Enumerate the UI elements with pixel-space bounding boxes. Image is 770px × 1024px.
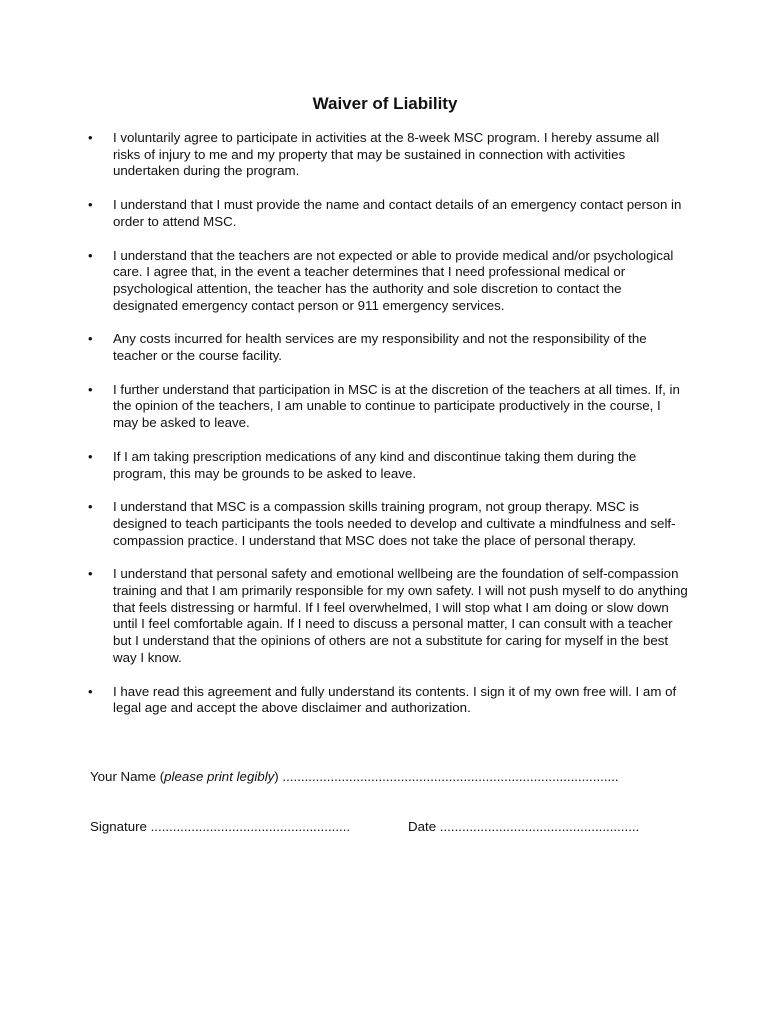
name-field-leader[interactable]: ........................................................................................... xyxy=(278,769,619,784)
list-item xyxy=(88,499,688,549)
signature-field-label: Signature xyxy=(90,819,147,834)
list-item xyxy=(88,684,688,717)
clause-text: I understand that personal safety and emotional wellbeing are the foundation of self-compassion training and that I am primarily responsible for my own safety. I will not push myself to do anything that feels distressing or harmful. If I feel overwhelmed, I will stop what I am doing or slow down until I feel comfortable again. If I need to discuss a personal matter, I can consult with a teacher but I understand that the opinions of others are not a substitute for caring for myself in the best way I know. xyxy=(113,566,688,665)
list-item xyxy=(88,566,688,666)
clause-text: I further understand that participation in MSC is at the discretion of the teachers at all times. If, in the opinion of the teachers, I am unable to continue to participate productively in the course, I may be asked to leave. xyxy=(113,381,680,431)
clause-text: I understand that the teachers are not expected or able to provide medical and/or psychological care. I agree that, in the event a teacher determines that I need professional medical or psychological attention, the teacher has the authority and sole discretion to contact the designated emergency contact person or 911 emergency services. xyxy=(113,247,674,313)
list-item xyxy=(88,382,688,432)
page-title: Waiver of Liability xyxy=(312,94,458,113)
bullet-icon: • xyxy=(88,566,93,582)
signature-field[interactable] xyxy=(90,818,350,835)
list-item xyxy=(88,331,688,364)
bullet-icon: • xyxy=(88,448,93,464)
clause-text: I understand that MSC is a compassion skills training program, not group therapy. MSC is designed to teach participants the tools needed to develop and cultivate a mindfulness and self-compassion practice. I understand that MSC does not take the place of personal therapy. xyxy=(113,499,676,548)
clause-text: I understand that I must provide the name and contact details of an emergency contact person in order to attend MSC. xyxy=(113,197,682,229)
date-field-leader[interactable]: ...................................................... xyxy=(436,819,640,834)
bullet-icon: • xyxy=(88,247,93,263)
list-item xyxy=(88,130,688,180)
name-field-label-end: ) xyxy=(274,769,279,784)
bullet-icon: • xyxy=(88,130,93,145)
date-field-label: Date xyxy=(408,819,437,834)
list-item xyxy=(88,449,688,482)
date-field[interactable] xyxy=(408,818,639,835)
clause-text: If I am taking prescription medications of any kind and discontinue taking them during the program, this may be grounds to be asked to leave. xyxy=(113,448,637,481)
name-field-hint: please print legibly xyxy=(164,769,275,784)
bullet-icon: • xyxy=(88,331,93,347)
name-field[interactable] xyxy=(90,768,619,785)
clause-text: I have read this agreement and fully understand its contents. I sign it of my own free will. I am of legal age and accept the above disclaimer and authorization. xyxy=(113,683,677,716)
signature-field-leader[interactable]: ...................................................... xyxy=(146,819,351,834)
bullet-icon: • xyxy=(88,381,93,397)
clause-text: Any costs incurred for health services are my responsibility and not the responsibility of the teacher or the course facility. xyxy=(113,331,647,364)
bullet-icon: • xyxy=(88,197,93,213)
list-item xyxy=(88,197,688,230)
bullet-icon: • xyxy=(88,683,93,699)
list-item xyxy=(88,248,688,315)
clause-text: I voluntarily agree to participate in activities at the 8-week MSC program. I hereby assume all risks of injury to me and my property that may be sustained in connection with activities undertaken during the program. xyxy=(113,130,660,179)
waiver-clauses-list xyxy=(88,130,688,734)
name-field-label: Your Name ( xyxy=(90,769,165,784)
bullet-icon: • xyxy=(88,499,93,515)
